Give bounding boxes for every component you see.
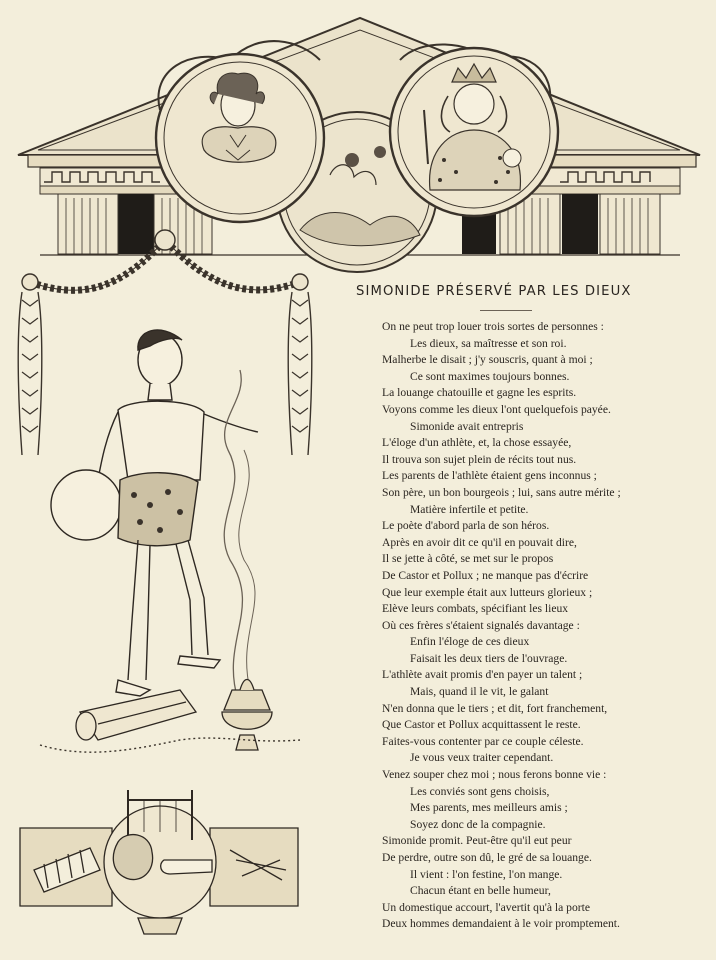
verse-line: La louange chatouille et gagne les esprits. [382,386,577,400]
poem-title: SIMONIDE PRÉSERVÉ PAR LES DIEUX [356,284,632,299]
athlete-with-ball [51,330,258,696]
verse-line: Je vous veux traiter cependant. [410,751,554,765]
verse-line: Son père, un bon bourgeois ; lui, sans autre mérite ; [382,485,621,499]
verse-line: Il vient : l'on festine, l'on mange. [410,867,563,881]
verse-line: Malherbe le disait ; j'y souscris, quant à moi ; [382,353,593,367]
verse-line: Les dieux, sa maîtresse et son roi. [410,336,567,350]
verse-line: Voyons comme les dieux l'ont quelquefois payée. [382,402,611,416]
verse-line: Faisait les deux tiers de l'ouvrage. [410,651,568,665]
verse-line: Le poète d'abord parla de son héros. [382,519,550,533]
scroll [76,690,196,740]
verse-line: Que leur exemple était aux lutteurs glorieux ; [382,585,593,599]
verse-line: De perdre, outre son dû, le gré de sa louange. [382,851,592,864]
verse-line: Simonide avait entrepris [410,419,524,433]
verse-line: Elève leurs combats, spécifiant les lieux [382,602,569,616]
incense-smoke [224,370,242,700]
verse-line: Il se jette à côté, se met sur le propos [382,552,554,566]
verse-line: De Castor et Pollux ; ne manque pas d'écrire [382,568,589,582]
verse-line: Un domestique accourt, l'avertit qu'à la porte [382,900,590,914]
verse-line: Mais, quand il le vit, le galant [410,685,549,699]
medallion-lady [156,54,324,222]
verse-line: On ne peut trop louer trois sortes de personnes : [382,320,604,333]
verse-line: Chacun étant en belle humeur, [410,884,551,898]
title-divider [480,310,532,311]
medallion-king [390,48,558,216]
verse-line: Soyez donc de la compagnie. [410,817,546,831]
verse-line: Venez souper chez moi ; nous ferons bonne vie : [382,768,607,782]
verse-line: N'en donna que le tiers ; et dit, fort franchement, [382,701,608,715]
verse-line: L'athlète avait promis d'en payer un talent ; [382,668,583,682]
verse-line: Il trouva son sujet plein de récits tout nus. [382,452,577,466]
verse-line: Ce sont maximes toujours bonnes. [410,369,570,383]
verse-line: Les parents de l'athlète étaient gens inconnus ; [382,469,597,483]
verse-line: Faites-vous contenter par ce couple céleste. [382,734,584,748]
lyre-vignette [20,790,298,934]
verse-line: Mes parents, mes meilleurs amis ; [410,801,568,815]
verse-line: Enfin l'éloge de ces dieux [410,635,530,649]
verse-line: Où ces frères s'étaient signalés davantage : [382,618,580,632]
incense-smoke-trail [239,450,255,690]
verse-line: L'éloge d'un athlète, et, la chose essayée, [382,436,572,450]
chain [40,738,300,752]
verse-line: Matière infertile et petite. [410,502,529,516]
verse-line: Que Castor et Pollux acquittassent le reste. [382,718,581,732]
poem-verses [382,319,702,933]
verse-line: Deux hommes demandaient à le voir promptement. [382,917,620,931]
verse-line: Les conviés sont gens choisis, [410,784,550,798]
verse-line: Après en avoir dit ce qu'il en pouvait dire, [382,535,577,549]
verse-line: Simonide promit. Peut-être qu'il eut peur [382,834,572,848]
